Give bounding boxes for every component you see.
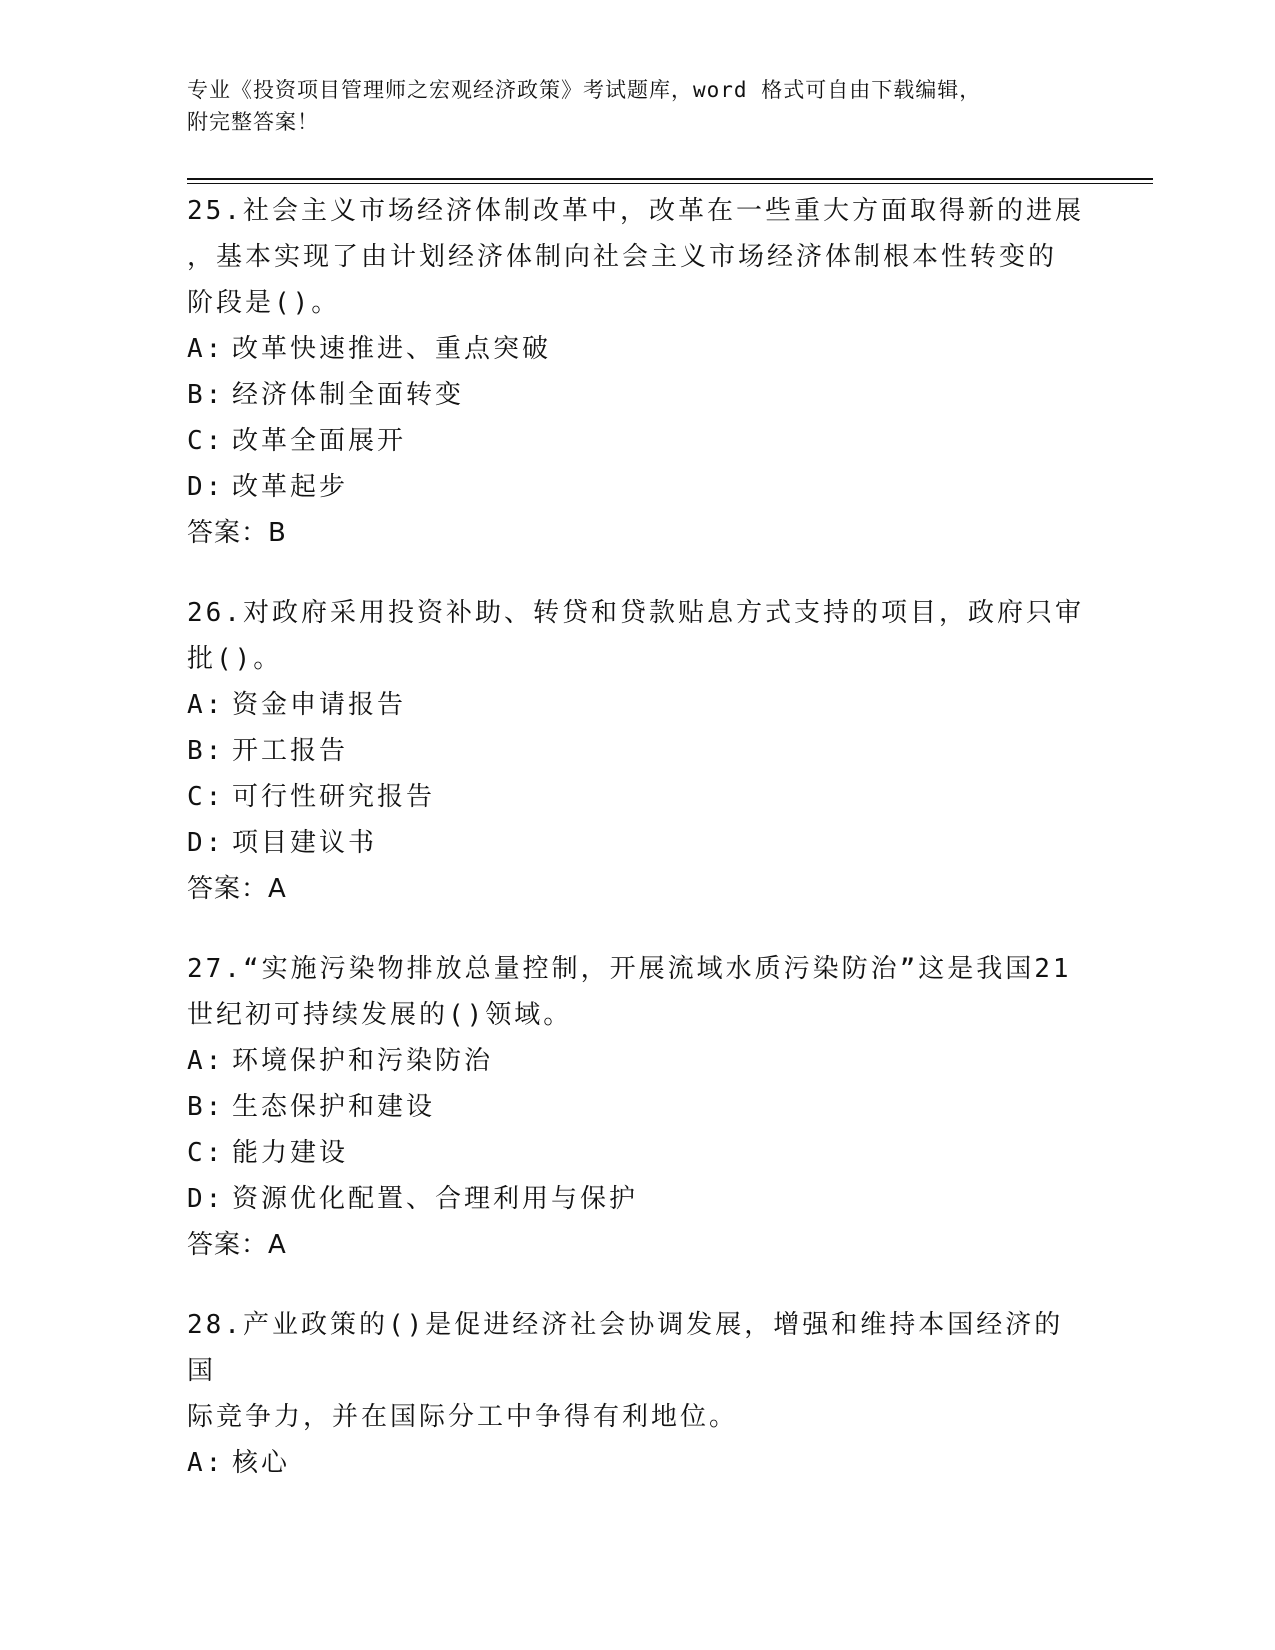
- option-text: 环境保护和污染防治: [232, 1046, 494, 1076]
- option-c: [187, 774, 1087, 820]
- option-key: B:: [187, 736, 225, 766]
- question-stem-line: 27.“实施污染物排放总量控制，开展流域水质污染防治”这是我国21: [187, 954, 1072, 984]
- option-a: [187, 1440, 1087, 1486]
- option-key: A:: [187, 1448, 225, 1478]
- option-key: A:: [187, 334, 225, 364]
- header-line-1: 专业《投资项目管理师之宏观经济政策》考试题库，word 格式可自由下载编辑，: [187, 78, 982, 102]
- question-stem-line: 26.对政府采用投资补助、转贷和贷款贴息方式支持的项目，政府只审: [187, 598, 1084, 628]
- answer-line: 答案：A: [187, 1230, 287, 1260]
- option-key: A:: [187, 690, 225, 720]
- option-key: C:: [187, 782, 225, 812]
- option-text: 改革起步: [232, 472, 349, 502]
- option-d: [187, 464, 1087, 510]
- option-a: [187, 326, 1087, 372]
- question-list: [187, 188, 1087, 1520]
- header-line-2: 附完整答案！: [187, 110, 319, 134]
- question-stem-line: 25.社会主义市场经济体制改革中，改革在一些重大方面取得新的进展: [187, 196, 1084, 226]
- option-b: [187, 1084, 1087, 1130]
- option-b: [187, 728, 1087, 774]
- option-text: 经济体制全面转变: [232, 380, 465, 410]
- option-a: [187, 682, 1087, 728]
- option-text: 核心: [232, 1448, 291, 1478]
- option-c: [187, 418, 1087, 464]
- option-text: 资源优化配置、合理利用与保护: [232, 1184, 639, 1214]
- question-stem-line: ，基本实现了由计划经济体制向社会主义市场经济体制根本性转变的: [187, 242, 1058, 272]
- option-text: 改革全面展开: [232, 426, 407, 456]
- header-divider-thin: [187, 183, 1153, 184]
- question-25: [187, 188, 1087, 556]
- option-key: D:: [187, 1184, 225, 1214]
- option-text: 项目建议书: [232, 828, 378, 858]
- question-stem-line: 批()。: [187, 644, 283, 674]
- option-text: 能力建设: [232, 1138, 349, 1168]
- question-27: [187, 946, 1087, 1268]
- option-d: [187, 1176, 1087, 1222]
- option-text: 可行性研究报告: [232, 782, 436, 812]
- question-stem-line: 阶段是()。: [187, 288, 341, 318]
- option-text: 开工报告: [232, 736, 349, 766]
- option-key: C:: [187, 1138, 225, 1168]
- option-a: [187, 1038, 1087, 1084]
- option-key: D:: [187, 828, 225, 858]
- option-key: D:: [187, 472, 225, 502]
- header-divider-thick: [187, 178, 1153, 180]
- question-28: [187, 1302, 1087, 1486]
- option-key: B:: [187, 1092, 225, 1122]
- document-header: [187, 74, 1087, 138]
- option-text: 生态保护和建设: [232, 1092, 436, 1122]
- question-stem-line: 世纪初可持续发展的()领域。: [187, 1000, 573, 1030]
- option-text: 资金申请报告: [232, 690, 407, 720]
- question-stem-line: 际竞争力，并在国际分工中争得有利地位。: [187, 1402, 739, 1432]
- option-d: [187, 820, 1087, 866]
- option-text: 改革快速推进、重点突破: [232, 334, 552, 364]
- option-b: [187, 372, 1087, 418]
- option-key: A:: [187, 1046, 225, 1076]
- answer-line: 答案：B: [187, 518, 287, 548]
- question-stem-line: 28.产业政策的()是促进经济社会协调发展，增强和维持本国经济的国: [187, 1310, 1064, 1386]
- option-key: C:: [187, 426, 225, 456]
- option-c: [187, 1130, 1087, 1176]
- answer-line: 答案：A: [187, 874, 287, 904]
- option-key: B:: [187, 380, 225, 410]
- question-26: [187, 590, 1087, 912]
